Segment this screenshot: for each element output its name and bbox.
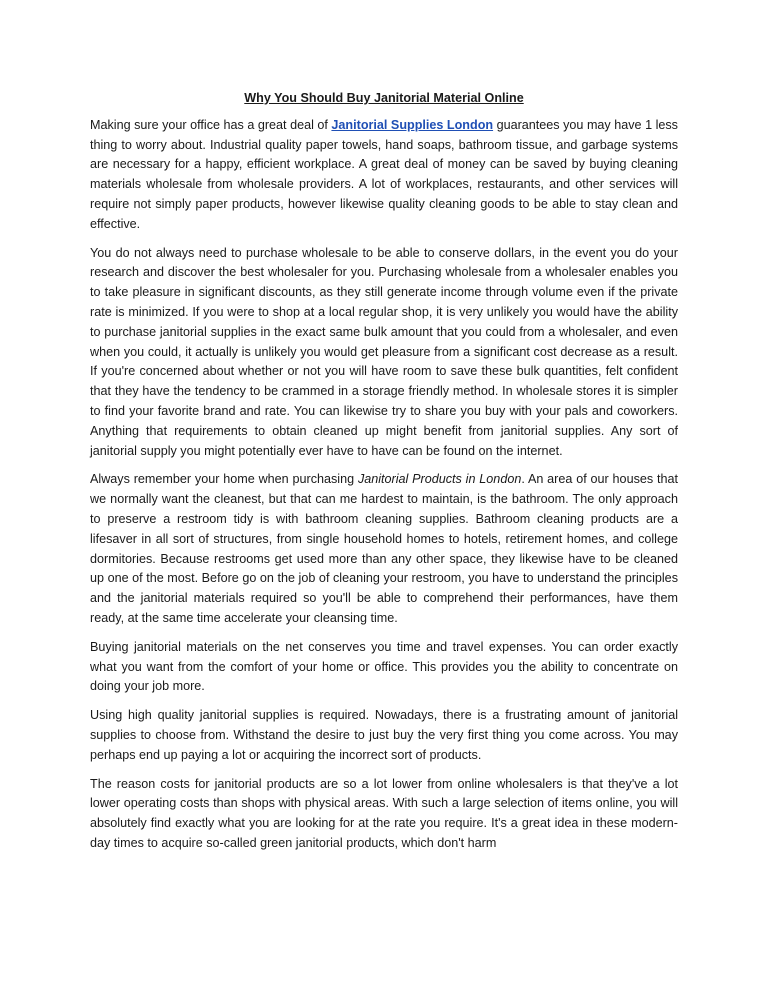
paragraph-3-text-before: Always remember your home when purchasing — [90, 472, 358, 487]
janitorial-products-phrase: Janitorial Products in London — [357, 472, 522, 487]
paragraph-5: Using high quality janitorial supplies is required. Nowadays, there is a frustrating amount of janitorial supplies to choose from. Withstand the desire to just buy the very first thing you come across. You may perhaps end up paying a lot or acquiring the incorrect sort of products. — [90, 708, 678, 762]
document-title: Why You Should Buy Janitorial Material Online — [244, 91, 524, 105]
paragraph-3-text-after: . An area of our houses that we normally want the cleanest, but that can me hardest to maintain, is the bathroom. The only approach to preserve a restroom tidy is with bathroom cleaning supplies. Bathroom cleaning products are a lifesaver in all sort of structures, from single household homes to hotels, retirement homes, and college dormitories. Because restrooms get used more than any other space, they likewise have to be cleaned up one of the most. Before go on the job of cleaning your restroom, you have to understand the principles and the janitorial materials required so you'll be able to comprehend their performances, have them ready, at the same time accelerate your cleansing time. — [90, 472, 678, 625]
document-page — [90, 89, 678, 863]
paragraph-6: The reason costs for janitorial products are so a lot lower from online wholesalers is that they've a lot lower operating costs than shops with physical areas. With such a large selection of items online, you will absolutely find exactly what you are looking for at the rate you require. It's a great idea in these modern-day times to acquire so-called green janitorial products, which don't harm — [90, 776, 678, 850]
paragraph-4: Buying janitorial materials on the net conserves you time and travel expenses. You can order exactly what you want from the comfort of your home or office. This provides you the ability to concentrate on doing your job more. — [90, 639, 678, 694]
paragraph-1 — [90, 116, 678, 235]
paragraph-1-text-after: guarantees you may have 1 less thing to worry about. Industrial quality paper towels, hand soaps, bathroom tissue, and garbage systems are necessary for a happy, efficient workplace. A great deal of money can be saved by buying cleaning materials wholesale from wholesale providers. A lot of workplaces, restaurants, and other services will require not simply paper products, however likewise quality cleaning goods to be able to stay clean and effective. — [90, 117, 678, 231]
paragraph-1-text-before: Making sure your office has a great deal of — [90, 117, 332, 132]
paragraph-3 — [90, 470, 678, 628]
paragraph-2: You do not always need to purchase wholesale to be able to conserve dollars, in the event you do your research and discover the best wholesaler for you. Purchasing wholesale from a wholesaler enables you to take pleasure in significant discounts, as they still generate income through volume even if the private rate is minimized. If you were to shop at a local regular shop, it is very unlikely you would have the ability to purchase janitorial supplies in the exact same bulk amount that you could from a wholesaler, and even when you could, it actually is unlikely you would get pleasure from a significant cost decrease as a result. If you're concerned about whether or not you will have room to save these bulk quantities, felt confident that they have the tendency to be crammed in a storage friendly method. In wholesale stores it is simpler to find your favorite brand and rate. You can likewise try to share you buy with your pals and coworkers. Anything that requirements to obtain cleaned up might benefit from janitorial supplies. Any sort of janitorial supply you might potentially ever have to have can be found on the internet. — [90, 245, 678, 458]
janitorial-supplies-london-link[interactable]: Janitorial Supplies London — [331, 117, 494, 132]
